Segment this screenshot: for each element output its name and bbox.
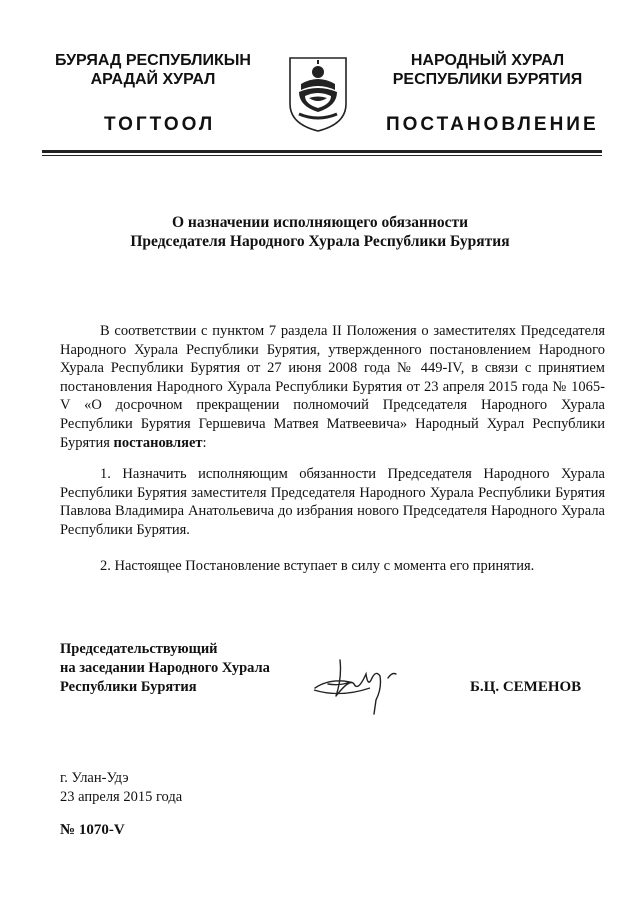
signer-name: Б.Ц. СЕМЕНОВ	[470, 679, 582, 695]
body-paragraph-2: 1. Назначить исполняющим обязанности Председателя Народного Хурала Республики Бурятия заместителя Председателя Народного Хурала Республики Бурятия Павлова Владимира Анатольевича до избрания нового Председателя Народного Хурала Республики Бурятия.	[60, 466, 605, 538]
date-text: 23 апреля 2015 года	[60, 789, 183, 805]
signer-line3: Республики Бурятия	[60, 679, 197, 695]
header-left-block	[48, 51, 258, 89]
coat-of-arms-icon	[287, 54, 349, 133]
header-divider-thin	[42, 155, 602, 156]
paragraph1-text: В соответствии с пунктом 7 раздела II Положения о заместителях Председателя Народного Хурала Республики Бурятия, утвержденного постановлением Народного Хурала Республики Бурятия от 27 июня 2008 года № 449-IV, в связи с принятием постановления Народного Хурала Республики Бурятия от 23 апреля 2015 года № 1065-V «О досрочном прекращении полномочий Председателя Народного Хурала Республики Бурятия Гершевича Матвея Матвеевича» Народный Хурал Республики Бурятия	[60, 323, 605, 451]
place-text: г. Улан-Удэ	[60, 770, 129, 786]
body-paragraph-1	[60, 322, 605, 452]
document-number: № 1070-V	[60, 822, 125, 838]
signer-line2: на заседании Народного Хурала	[60, 660, 270, 676]
header-right-line1: НАРОДНЫЙ ХУРАЛ	[410, 52, 565, 69]
header-left-line2: АРАДАЙ ХУРАЛ	[90, 71, 216, 88]
paragraph1-bold-verb: постановляет	[113, 434, 203, 451]
paragraph1-end: :	[202, 434, 207, 451]
body-paragraph-3: 2. Настоящее Постановление вступает в силу с момента его принятия.	[100, 558, 535, 574]
signer-title	[60, 640, 270, 697]
header-right-title: ПОСТАНОВЛЕНИЕ	[386, 114, 599, 135]
header-divider-thick	[42, 150, 602, 153]
place-and-date	[60, 769, 182, 807]
header-right-block	[385, 51, 590, 89]
document-title-line1: О назначении исполняющего обязанности	[171, 214, 469, 231]
header-left-title: ТОГТООЛ	[104, 114, 216, 135]
handwritten-signature	[310, 648, 410, 720]
signer-line1: Председательствующий	[60, 641, 218, 657]
document-title-line2: Председателя Народного Хурала Республики Бурятия	[130, 233, 510, 250]
header-left-line1: БУРЯАД РЕСПУБЛИКЫН	[55, 52, 251, 69]
header-right-line2: РЕСПУБЛИКИ БУРЯТИЯ	[392, 71, 583, 88]
document-title	[40, 213, 600, 251]
